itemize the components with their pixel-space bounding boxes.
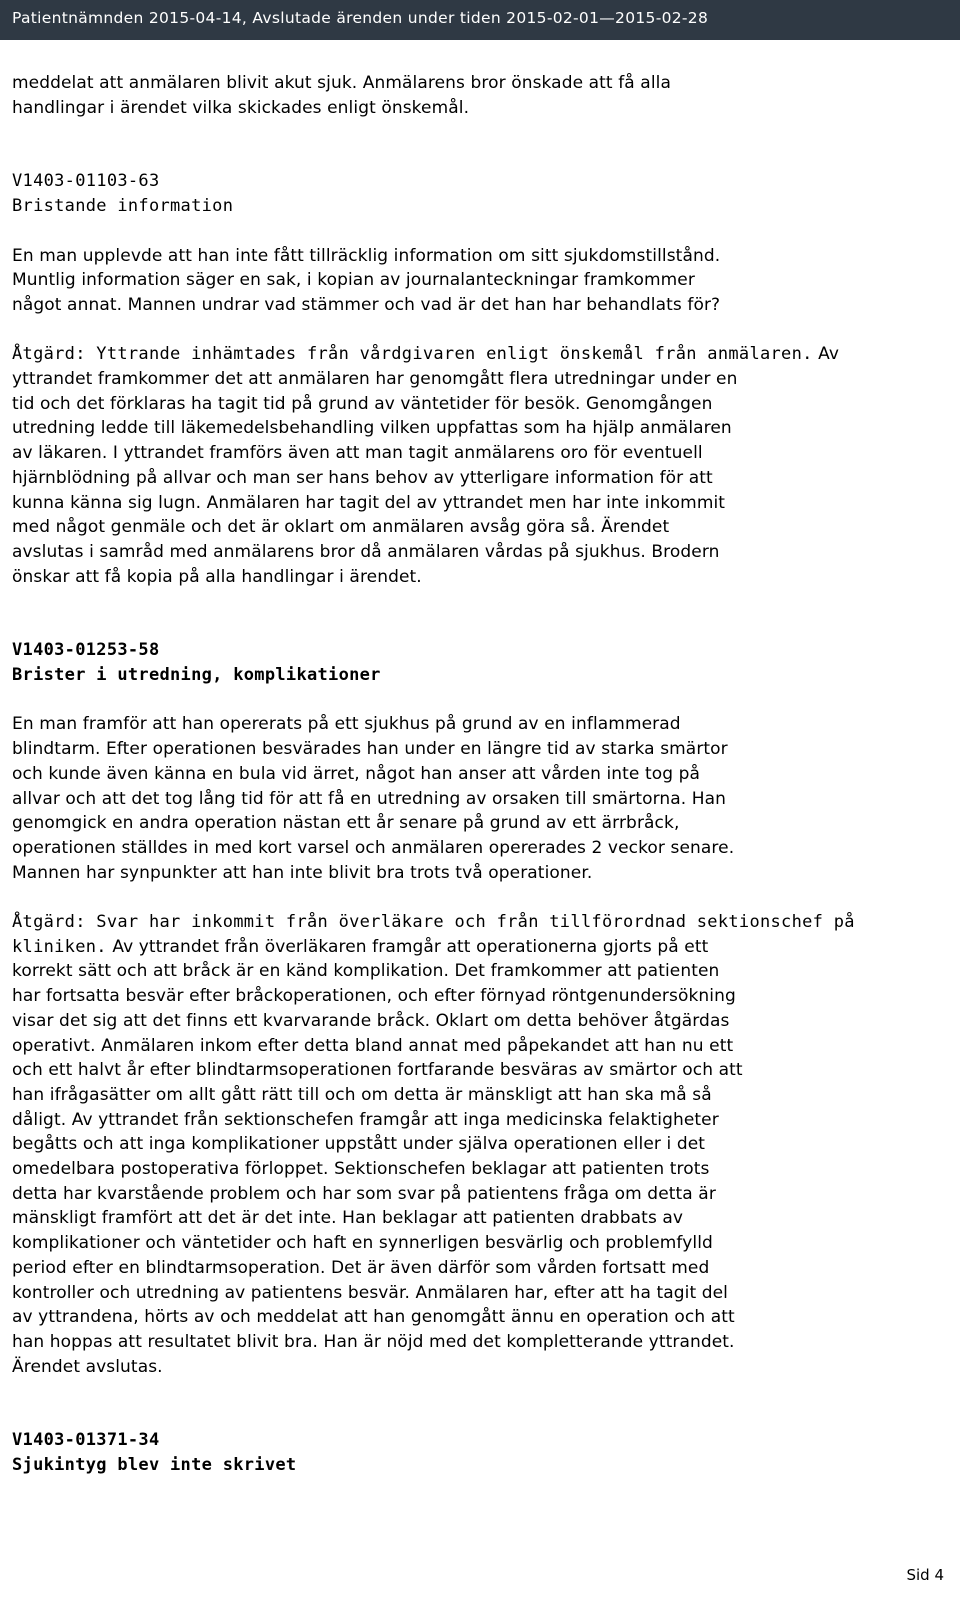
case-title: Sjukintyg blev inte skrivet xyxy=(12,1455,297,1476)
case-action-label: Åtgärd: Yttrande inhämtades från vårdgivaren enligt önskemål från anmälaren. xyxy=(12,344,813,365)
case-block xyxy=(12,1428,932,1477)
case-action-label: Åtgärd: Svar har inkommit från överläkare och från tillförordnad sektionschef på kliniken. xyxy=(12,912,855,957)
intro-paragraph: meddelat att anmälaren blivit akut sjuk. Anmälarens bror önskade att få alla handlingar i ärendet vilka skickades enligt önskemål. xyxy=(12,73,671,118)
case-title: Bristande information xyxy=(12,196,234,217)
case-block xyxy=(12,638,932,1379)
case-action xyxy=(12,910,932,1379)
case-title: Brister i utredning, komplikationer xyxy=(12,665,381,686)
case-id: V1403-01371-34 xyxy=(12,1430,160,1451)
case-description: En man upplevde att han inte fått tillräcklig information om sitt sjukdomstillstånd. Muntlig information säger en sak, i kopian av journalanteckningar framkommer något annat. Mannen undrar vad stämmer och vad är det han har behandlats för? xyxy=(12,245,721,315)
case-id: V1403-01103-63 xyxy=(12,171,160,192)
case-description: En man framför att han opererats på ett sjukhus på grund av en inflammerad blindtarm. Efter operationen besvärades han under en längre tid av starka smärtor och kunde även känna en bula vid ärret, något han anser att vården inte tog på allvar och att det tog lång tid för att få en utredning av orsaken till smärtorna. Han genomgick en andra operation nästan ett år senare på grund av ett ärrbråck, operationen ställdes in med kort varsel och anmälaren opererades 2 veckor senare. Mannen har synpunkter att han inte blivit bra trots två operationer. xyxy=(12,714,735,883)
case-action xyxy=(12,342,932,589)
case-block xyxy=(12,169,932,589)
case-action-text: Av yttrandet framkommer det att anmälaren har genomgått flera utredningar under en tid och det förklaras ha tagit tid på grund av väntetider för besök. Genomgången utredning ledde till läkemedelsbehandling vilken uppfattas som ha hjälp anmälaren av läkaren. I yttrandet framförs även att man tagit anmälarens oro för eventuell hjärnblödning på allvar och man ser hans behov av ytterligare information för att kunna känna sig lugn. Anmälaren har tagit del av yttrandet men har inte inkommit med något genmäle och det är oklart om anmälaren avsåg göra så. Ärendet avslutas i samråd med anmälarens bror då anmälaren vårdas på sjukhus. Brodern önskar att få kopia på alla handlingar i ärendet. xyxy=(12,344,840,587)
page-header xyxy=(0,0,960,40)
header-title: Patientnämnden 2015-04-14, Avslutade ärenden under tiden 2015-02-01—2015-02-28 xyxy=(12,9,709,27)
page-number: Sid 4 xyxy=(906,1566,944,1584)
case-action-text: Av yttrandet från överläkaren framgår att operationerna gjorts på ett korrekt sätt och att bråck är en känd komplikation. Det framkommer att patienten har fortsatta besvär efter bråckoperationen, och efter förnyad röntgenundersökning visar det sig att det finns ett kvarvarande bråck. Oklart om detta behöver åtgärdas operativt. Anmälaren inkom efter detta bland annat med påpekandet att han nu ett och ett halvt år efter blindtarmsoperationen fortfarande besväras av smärtor och att han ifrågasätter om allt gått rätt till och om detta är mänskligt att han ska må så dåligt. Av yttrandet från sektionschefen framgår att inga medicinska felaktigheter begåtts och att inga komplikationer uppstått under själva operationen eller i det omedelbara postoperativa förloppet. Sektionschefen beklagar att patienten trots detta har kvarstående problem och har som svar på patientens fråga om detta är mänskligt framfört att det är det inte. Han beklagar att patienten drabbats av komplikationer och väntetider och haft en synnerligen besvärlig och problemfylld period efter en blindtarmsoperation. Det är även därför som vården fortsatt med kontroller och utredning av patientens besvär. Anmälaren har, efter att ha tagit del av yttrandena, hörts av och meddelat att han genomgått ännu en operation och att han hoppas att resultatet blivit bra. Han är nöjd med det kompletterande yttrandet. Ärendet avslutas. xyxy=(12,936,743,1377)
document-body xyxy=(12,71,932,1478)
case-id: V1403-01253-58 xyxy=(12,640,160,661)
